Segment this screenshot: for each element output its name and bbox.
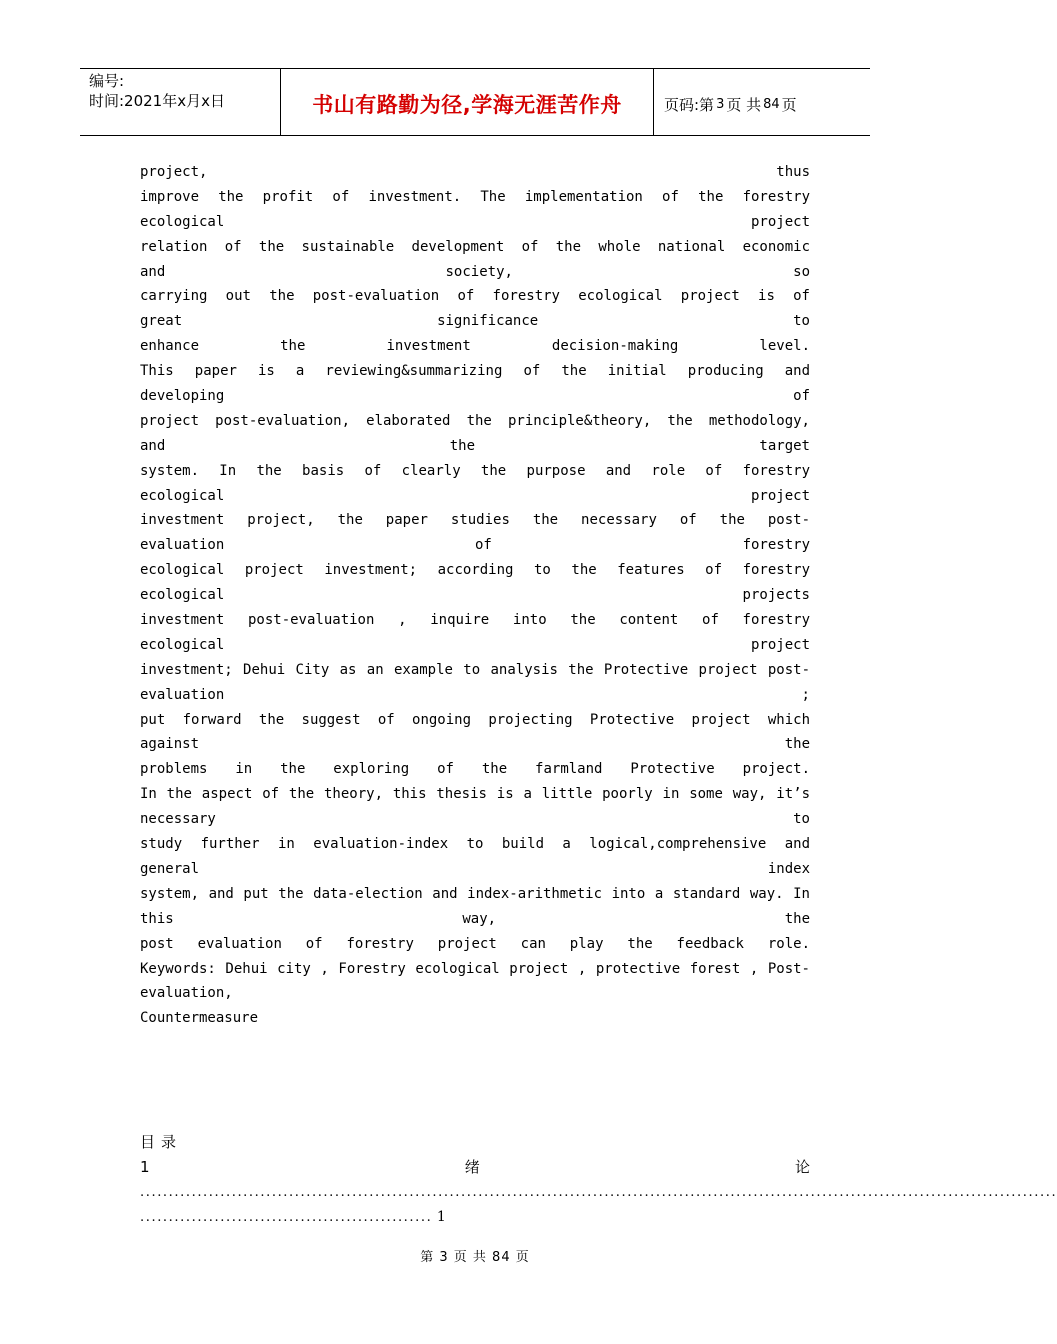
body-line: evaluation of forestry xyxy=(140,537,810,554)
toc-entry-word-1: 绪 xyxy=(464,1158,480,1176)
toc-leader-dots: ................................................................................................................................................................ xyxy=(140,1185,1057,1200)
body-line: In the aspect of the theory, this thesis is a little poorly in some way, it’s xyxy=(140,786,810,803)
body-line: system. In the basis of clearly the purpose and role of forestry xyxy=(140,462,810,479)
document-date: 时间:2021年x月x日 xyxy=(89,92,225,110)
page-current: 3 xyxy=(716,96,725,112)
page-prefix: 页码:第 xyxy=(664,95,715,114)
body-line: ecological project investment; according to the features of forestry xyxy=(140,562,810,579)
body-line: ecological project xyxy=(140,213,810,230)
body-line: carrying out the post-evaluation of forestry ecological project is of xyxy=(140,288,810,305)
body-line: developing of xyxy=(140,388,810,405)
body-line: system, and put the data-election and index-arithmetic into a standard way. In xyxy=(140,885,810,902)
body-line: this way, the xyxy=(140,910,810,927)
toc-leader-dots-end: ................................................... xyxy=(140,1210,433,1225)
toc-entry-word-2: 论 xyxy=(794,1158,810,1176)
page-footer: 第 3 页 共 84 页 xyxy=(420,1250,530,1265)
body-line: ecological project xyxy=(140,487,810,504)
abstract-body xyxy=(140,160,810,1031)
body-line: problems in the exploring of the farmland Protective project. xyxy=(140,761,810,778)
toc-entry-number: 1 xyxy=(140,1158,150,1176)
header-motto: 书山有路勤为径,学海无涯苦作舟 xyxy=(281,69,654,135)
body-line: ecological project xyxy=(140,636,810,653)
body-line: relation of the sustainable development of the whole national economic xyxy=(140,238,810,255)
body-line: post evaluation of forestry project can play the feedback role. xyxy=(140,935,810,952)
body-line: evaluation, xyxy=(140,985,233,1002)
body-line: necessary to xyxy=(140,811,810,828)
body-line: great significance to xyxy=(140,313,810,330)
document-id-label: 编号: xyxy=(89,72,125,90)
body-line: against the xyxy=(140,736,810,753)
body-line: project post-evaluation, elaborated the principle&theory, the methodology, xyxy=(140,412,810,429)
body-line: put forward the suggest of ongoing projecting Protective project which xyxy=(140,711,810,728)
header-page-number xyxy=(654,69,870,135)
body-line: enhance the investment decision-making level. xyxy=(140,338,810,355)
body-line: This paper is a reviewing&summarizing of the initial producing and xyxy=(140,363,810,380)
page-suffix: 页 xyxy=(781,95,797,114)
body-line: evaluation ; xyxy=(140,686,810,703)
header-meta xyxy=(80,69,281,135)
body-line: Countermeasure xyxy=(140,1010,259,1027)
body-line: study further in evaluation-index to build a logical,comprehensive and xyxy=(140,836,810,853)
table-of-contents xyxy=(140,1130,1057,1230)
toc-title: 目录 xyxy=(140,1133,183,1151)
body-line: general index xyxy=(140,860,810,877)
body-line: and the target xyxy=(140,437,810,454)
body-line: investment post-evaluation , inquire into the content of forestry xyxy=(140,612,810,629)
page-header xyxy=(80,68,870,136)
body-line: improve the profit of investment. The implementation of the forestry xyxy=(140,188,810,205)
body-line: project, thus xyxy=(140,164,810,180)
body-line: ecological projects xyxy=(140,587,810,604)
body-line: investment; Dehui City as an example to analysis the Protective project post- xyxy=(140,661,810,678)
body-line: Keywords: Dehui city , Forestry ecological project , protective forest , Post- xyxy=(140,960,810,977)
page-total: 84 xyxy=(763,96,780,112)
body-line: investment project, the paper studies the necessary of the post- xyxy=(140,512,810,529)
toc-entry[interactable] xyxy=(140,1155,810,1180)
body-line: and society, so xyxy=(140,263,810,280)
toc-entry-page: 1 xyxy=(436,1209,446,1225)
page-mid: 页 共 xyxy=(726,95,762,114)
